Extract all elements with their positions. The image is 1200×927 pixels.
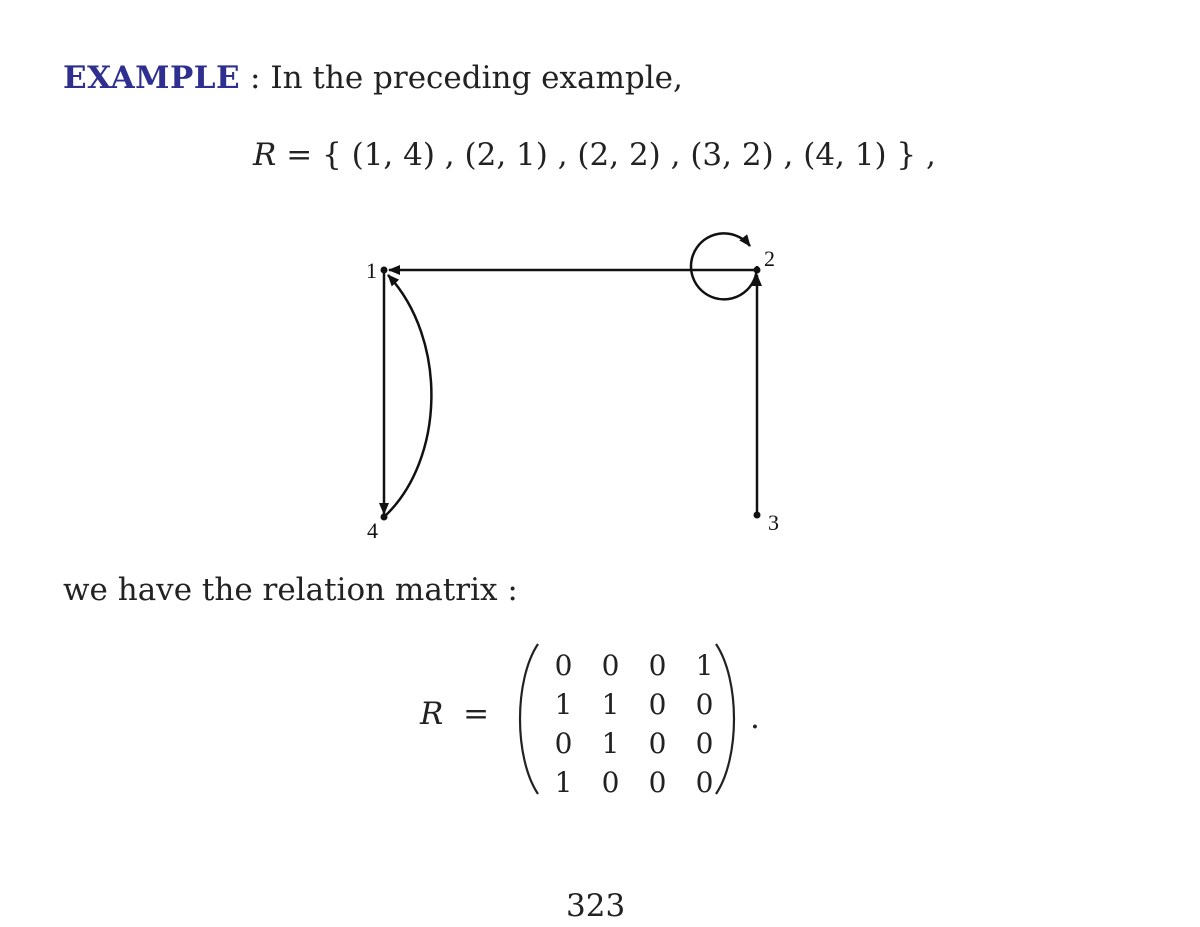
relation-matrix: [420, 640, 780, 800]
node-3: [754, 512, 761, 519]
matrix-cell: 1: [554, 688, 573, 721]
node-label-3: 3: [768, 510, 779, 535]
matrix-cell: 1: [554, 766, 573, 799]
node-label-1: 1: [366, 258, 377, 283]
matrix-symbol: R: [420, 696, 444, 732]
matrix-grid: [540, 646, 728, 802]
matrix-cell: 0: [648, 649, 667, 682]
matrix-cell: 1: [601, 727, 620, 760]
matrix-intro: we have the relation matrix :: [63, 572, 518, 608]
example-keyword: EXAMPLE: [63, 60, 241, 96]
matrix-cell: 0: [601, 649, 620, 682]
node-4: [381, 514, 388, 521]
matrix-cell: 0: [648, 688, 667, 721]
matrix-cell: 0: [695, 688, 714, 721]
node-2: [754, 267, 761, 274]
page-number: 323: [566, 888, 626, 924]
matrix-cell: 0: [601, 766, 620, 799]
edge-2-2-loop: [691, 233, 757, 299]
node-label-4: 4: [367, 518, 378, 543]
matrix-cell: 0: [554, 649, 573, 682]
example-text: : In the preceding example,: [240, 60, 683, 96]
matrix-cell: 0: [695, 766, 714, 799]
matrix-cell: 0: [695, 727, 714, 760]
matrix-equals: =: [463, 696, 490, 732]
matrix-cell: 0: [648, 727, 667, 760]
edge-4-1: [384, 275, 431, 517]
matrix-trailing-dot: .: [750, 700, 760, 736]
matrix-cell: 1: [695, 649, 714, 682]
matrix-cell: 0: [648, 766, 667, 799]
left-paren: [520, 644, 538, 794]
relation-pairs: = { (1, 4) , (2, 1) , (2, 2) , (3, 2) , (4, 1) } ,: [276, 137, 936, 173]
relation-symbol: R: [253, 137, 277, 173]
node-label-2: 2: [764, 246, 775, 271]
matrix-cell: 1: [601, 688, 620, 721]
node-1: [381, 267, 388, 274]
matrix-cell: 0: [554, 727, 573, 760]
